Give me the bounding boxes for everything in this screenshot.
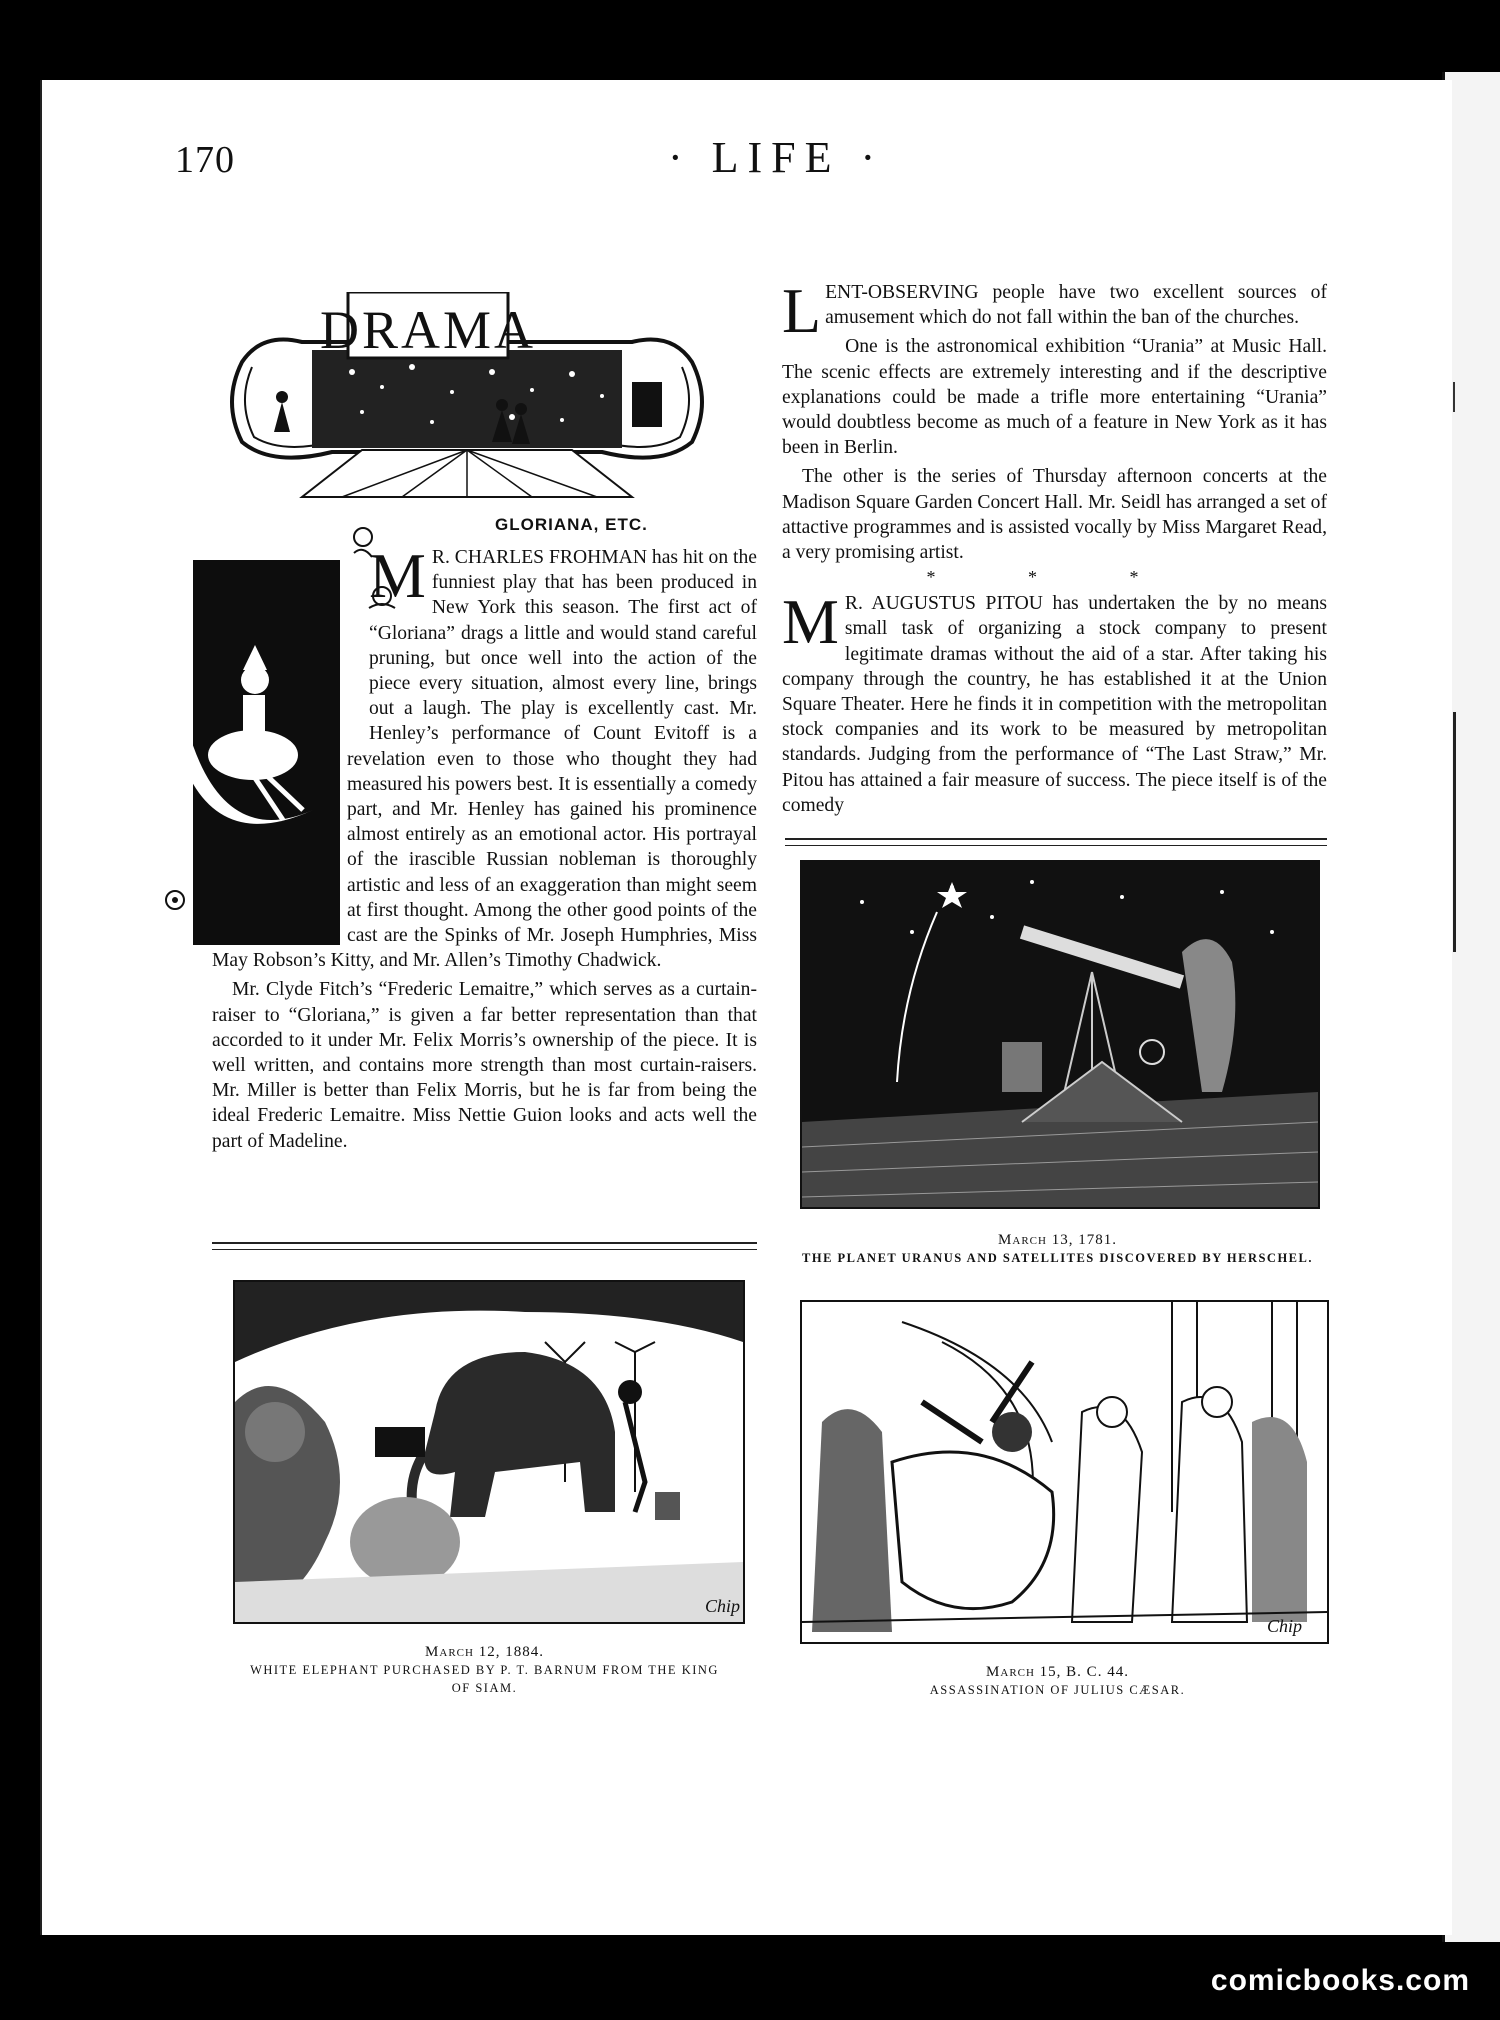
lemaitre-review-paragraph: Mr. Clyde Fitch’s “Frederic Lemaitre,” which serves as a curtain-raiser to “Gloriana,” is given a far better representation than that accorded to it under Mr. Felix Morris’s ownership of the piece. It is well written, and contains more strength than most curtain-raisers. Mr. Miller is better than Felix Morris, but he is far from being the ideal Frederic Lemaitre. Miss Nettie Guion looks and acts well the part of Madeline. (212, 979, 757, 1152)
caesar-assassination-illustration (800, 1300, 1329, 1644)
left-column-image-wrap-space (212, 545, 347, 943)
drama-banner-title: DRAMA (319, 300, 537, 360)
gloriana-review-dropcap: M (369, 540, 426, 611)
left-column-rule (212, 1242, 757, 1250)
lent-paragraph: LENT-OBSERVING people have two excellent sources of amusement which do not fall within the ban of the churches. (782, 275, 1327, 346)
site-watermark: comicbooks.com (1210, 1964, 1470, 1997)
drama-banner-illustration (212, 292, 722, 504)
herschel-telescope-illustration (800, 860, 1320, 1209)
elephant-caption (212, 1644, 757, 1697)
left-column-body (212, 540, 757, 1158)
masthead-title: · LIFE · (668, 133, 885, 182)
urania-paragraph: One is the astronomical exhibition “Urania” at Music Hall. The scenic effects are extremely interesting and if the descriptive explanations could be made a trifle more entertaining “Urania” would doubtless become as much of a feature in New York as it has been in Berlin. (782, 336, 1327, 459)
lent-dropcap: L (782, 275, 822, 346)
gloriana-review-paragraph: M R. CHARLES FROHMAN has hit on the funniest play that has been produced in New York this season. The first act of “Gloriana” drags a little and would stand careful pruning, but once well into the action of the piece every situation, almost every line, brings out a laugh. The play is excellently cast. Mr. Henley’s performance of Count Evitoff is a revelation even to those who thought they had measured his powers best. It is essentially a comedy part, and Mr. Henley has gained his prominence almost entirely as an emotional actor. His portrayal of the irascible Russian nobleman is thoroughly artistic and less of an exaggeration than might seem at first thought. Among the other good points of the cast are the Spinks of Mr. Joseph Humphries, Miss May Robson’s Kitty, and Mr. Allen’s Timothy Chadwick. (212, 540, 757, 972)
concerts-paragraph: The other is the series of Thursday afternoon concerts at the Madison Square Garden Concert Hall. Mr. Seidl has arranged a set of attactive programmes and is assisted vocally by Miss Margaret Read, a very promising artist. (782, 466, 1327, 564)
caesar-caption (785, 1664, 1330, 1699)
elephant-caption-date: March 12, 1884. (425, 1644, 544, 1660)
right-column-rule (785, 838, 1327, 846)
caesar-caption-text: ASSASSINATION OF JULIUS CÆSAR. (929, 1683, 1186, 1697)
elephant-artist-signature: Chip (705, 1596, 741, 1616)
ornament-flourish-icon (160, 885, 190, 915)
elephant-caption-line2: OF SIAM. (451, 1681, 518, 1695)
pitou-dropcap: M (782, 586, 839, 658)
caesar-artist-signature: Chip (1267, 1616, 1303, 1636)
section-separator: * * * (926, 567, 1183, 588)
herschel-caption-date: March 13, 1781. (998, 1232, 1117, 1248)
section-title: GLORIANA, ETC. (495, 515, 648, 534)
elephant-caption-line1: WHITE ELEPHANT PURCHASED BY P. T. BARNUM FROM THE KING (250, 1663, 719, 1677)
caesar-caption-date: March 15, B. C. 44. (986, 1664, 1129, 1680)
white-elephant-illustration (233, 1280, 745, 1624)
right-column-body (782, 275, 1327, 822)
herschel-caption-text: THE PLANET URANUS AND SATELLITES DISCOVERED BY HERSCHEL. (802, 1251, 1313, 1265)
page-number: 170 (175, 139, 235, 181)
herschel-caption (785, 1232, 1330, 1267)
pitou-paragraph: M R. AUGUSTUS PITOU has undertaken the by no means small task of organizing a stock company to present legitimate dramas without the aid of a star. After taking his company through the country, he has established it at the Union Square Theater. Here he finds it in competition with the metropolitan stock companies and its work to be measured by metropolitan standards. Judging from the performance of “The Last Straw,” Mr. Pitou has attained a fair measure of success. The piece itself is of the comedy (782, 586, 1327, 816)
left-column-ornament-space (347, 545, 369, 735)
